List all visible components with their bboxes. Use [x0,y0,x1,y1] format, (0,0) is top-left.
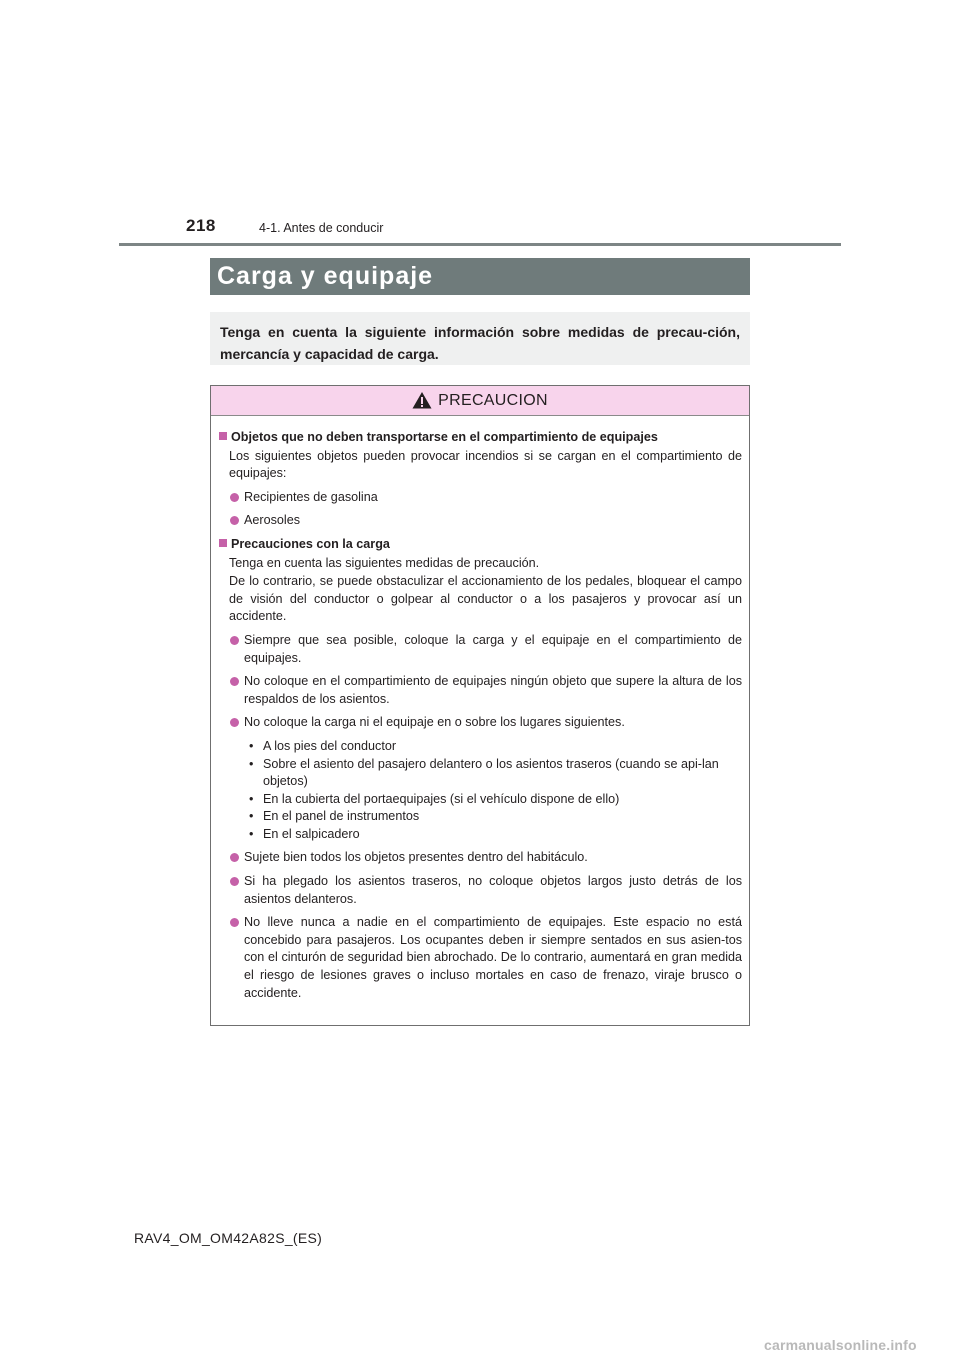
places-item-text: En el salpicadero [263,826,360,841]
list-item [219,489,742,507]
dot-bullet: • [249,826,254,841]
circle-bullet-icon [230,493,239,502]
topic-paragraph: Tenga en cuenta las siguientes medidas de precaución. [229,555,540,570]
list-item [219,914,742,1002]
places-item [249,791,742,809]
caution-title: PRECAUCION [438,391,548,409]
page-number: 218 [186,216,216,235]
caution-header [211,386,749,416]
circle-bullet-icon [230,677,239,686]
circle-bullet-icon [230,516,239,525]
list-item-text: No lleve nunca a nadie en el compartimiento de equipajes. Este espacio no está concebido para pasajeros. Los ocupantes deben ir siempre sentados en sus asien-tos con el cinturón de seguridad bien abrochado. De lo contrario, aumentará en gran medida el riesgo de lesiones graves o incluso mortales en caso de frenazo, viraje brusco o accidente. [244,915,742,1000]
intro-box [210,312,750,365]
dot-bullet: • [249,791,254,806]
circle-bullet-icon [230,718,239,727]
places-item-text: En el panel de instrumentos [263,809,420,824]
square-bullet-icon [219,539,227,547]
places-item [249,756,742,791]
list-item-text: Siempre que sea posible, coloque la carga y el equipaje en el compartimiento de equipajes. [244,632,742,665]
list-item [219,873,742,908]
topic-heading-text: Objetos que no deben transportarse en el compartimiento de equipajes [231,430,658,444]
list-item [219,632,742,667]
watermark: carmanualsonline.info [764,1337,917,1353]
list-item-text: No coloque la carga ni el equipaje en o sobre los lugares siguientes. [244,715,625,730]
places-item [249,738,742,756]
intro-text: Tenga en cuenta la siguiente información sobre medidas de precau-ción, mercancía y capacidad de carga. [220,324,740,362]
dot-bullet: • [249,738,254,753]
topic-paragraph: Los siguientes objetos pueden provocar incendios si se cargan en el compartimiento de equipajes: [229,448,742,481]
places-item-text: En la cubierta del portaequipajes (si el vehículo dispone de ello) [263,791,620,806]
list-item [219,714,742,732]
caution-body [211,416,749,1002]
topic-heading-text: Precauciones con la carga [231,536,390,551]
title-bar [210,258,750,295]
list-item [219,849,742,867]
list-item-text: Si ha plegado los asientos traseros, no coloque objetos largos justo detrás de los asientos delanteros. [244,874,742,906]
list-item [219,512,742,530]
list-item-text: No coloque en el compartimiento de equipajes ningún objeto que supere la altura de los respaldos de los asientos. [244,674,742,706]
header-rule [119,243,841,246]
list-item [219,673,742,708]
list-item-text: Aerosoles [244,513,301,528]
topic-paragraph: De lo contrario, se puede obstaculizar el accionamiento de los pedales, bloquear el campo de visión del conductor o golpear al conductor o a los pasajeros y provocar así un accidente. [229,574,742,624]
dot-bullet: • [249,756,254,771]
warning-triangle-icon [412,391,432,409]
document-code: RAV4_OM_OM42A82S_(ES) [134,1230,323,1246]
dot-bullet: • [249,809,254,824]
places-item-text: A los pies del conductor [263,738,397,753]
list-item-text: Recipientes de gasolina [244,489,378,504]
circle-bullet-icon [230,918,239,927]
places-item [249,826,742,844]
places-list [219,738,742,844]
places-item [249,808,742,826]
circle-bullet-icon [230,877,239,886]
caution-box [210,385,750,1026]
topic-heading [219,536,742,554]
section-label: 4-1. Antes de conducir [259,221,384,235]
page-title: Carga y equipaje [217,262,434,290]
topic-heading [219,429,742,447]
places-item-text: Sobre el asiento del pasajero delantero o los asientos traseros (cuando se api-lan objetos) [263,756,719,789]
circle-bullet-icon [230,853,239,862]
list-item-text: Sujete bien todos los objetos presentes dentro del habitáculo. [244,850,588,865]
square-bullet-icon [219,432,227,440]
circle-bullet-icon [230,636,239,645]
